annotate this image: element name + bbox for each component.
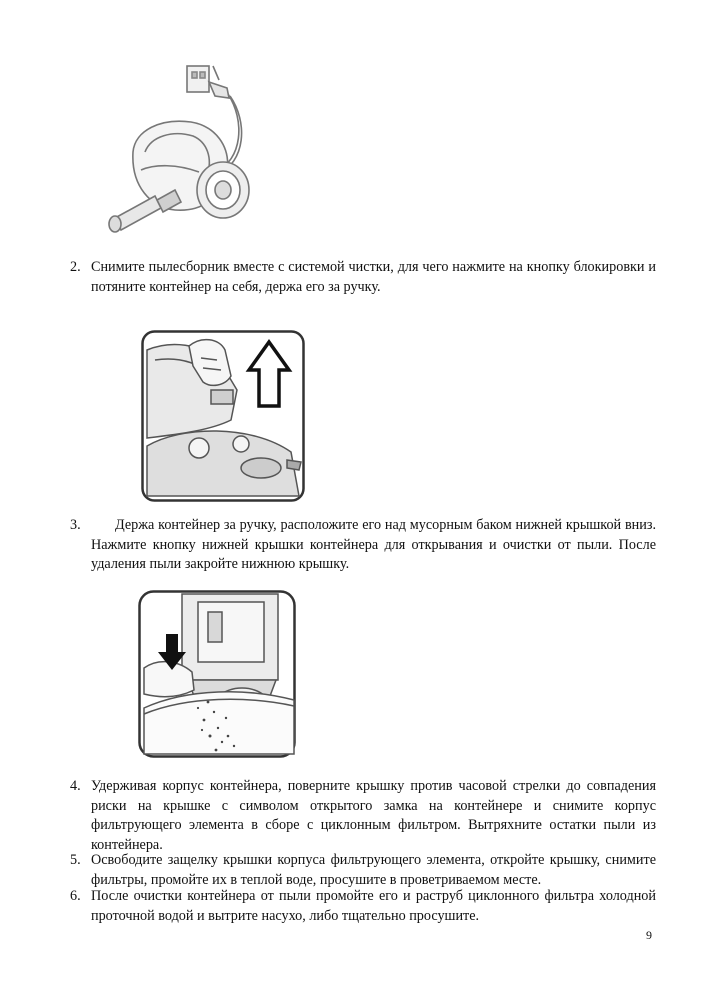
step-4	[70, 777, 656, 855]
step-number: 5.	[70, 852, 81, 868]
step-number: 6.	[70, 888, 81, 904]
figure-empty-dust	[138, 590, 296, 758]
step-3	[70, 516, 656, 575]
figure-remove-container	[141, 330, 305, 502]
figure-vacuum-unplug	[95, 60, 255, 240]
step-text: Держа контейнер за ручку, расположите его над мусорным баком нижней крышкой вниз. Нажмите кнопку нижней крышки контейнера для открывания и очистки от пыли. После удаления пыли закройте нижнюю крышку.	[91, 517, 656, 572]
step-text: Освободите защелку крышки корпуса фильтрующего элемента, откройте крышку, снимите фильтры, промойте их в теплой воде, просушите в проветриваемом месте.	[91, 852, 656, 888]
step-number: 3.	[70, 517, 81, 533]
step-text: Снимите пылесборник вместе с системой чистки, для чего нажмите на кнопку блокировки и потяните контейнер на себя, держа его за ручку.	[91, 259, 656, 295]
page-number: 9	[646, 928, 652, 942]
step-5	[70, 851, 656, 890]
step-text: Удерживая корпус контейнера, поверните крышку против часовой стрелки до совпадения риски на крышке с символом открытого замка на контейнере и снимите корпус фильтрующего элемента в сборе с циклонным фильтром. Вытряхните остатки пыли из контейнера.	[91, 778, 656, 853]
step-number: 4.	[70, 778, 81, 794]
step-text: После очистки контейнера от пыли промойте его и раструб циклонного фильтра холодной проточной водой и вытрите насухо, либо тщательно просушите.	[91, 888, 656, 924]
step-number: 2.	[70, 259, 81, 275]
step-6	[70, 887, 656, 926]
step-2	[70, 258, 656, 297]
